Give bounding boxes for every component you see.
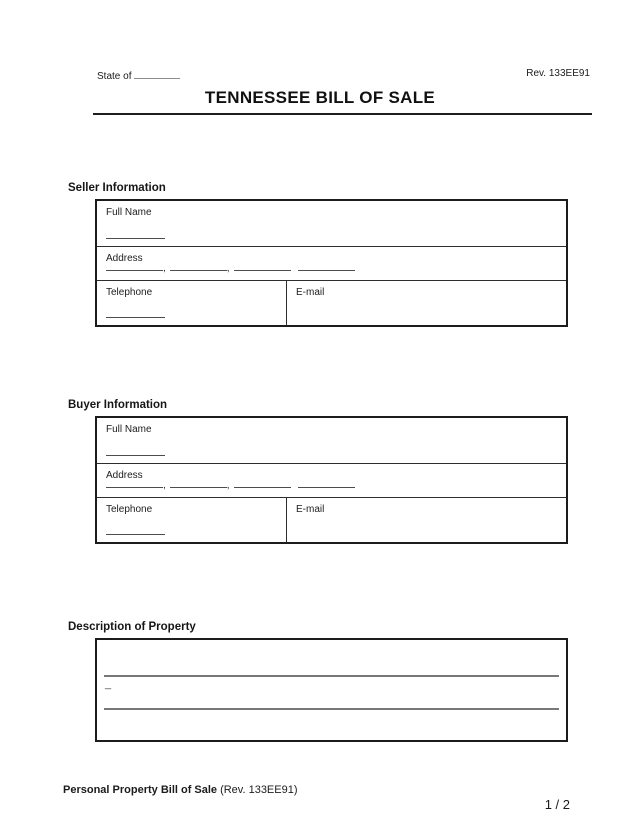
description-section-heading: Description of Property [68, 621, 196, 633]
seller-section-heading: Seller Information [68, 182, 166, 194]
title-rule [93, 113, 592, 115]
comma-separator: , [163, 263, 166, 274]
buyer-section-heading: Buyer Information [68, 399, 168, 411]
seller-address-blanks [106, 262, 355, 274]
revision-label: Rev. 133EE91 [526, 68, 590, 79]
seller-telephone-cell [97, 281, 287, 325]
seller-full-name-blank[interactable] [106, 238, 165, 239]
seller-address-state-blank[interactable] [234, 262, 291, 271]
footer-document-title [63, 784, 298, 796]
seller-address-row [97, 246, 566, 280]
buyer-address-zip-blank[interactable] [298, 479, 355, 488]
buyer-address-blanks [106, 479, 355, 491]
description-dash-mark: _ [105, 678, 112, 690]
buyer-full-name-label: Full Name [106, 424, 152, 435]
description-write-line-2[interactable] [104, 708, 559, 710]
comma-separator: , [163, 480, 166, 491]
buyer-address-street-blank[interactable] [106, 479, 163, 488]
buyer-email-label: E-mail [296, 504, 325, 515]
buyer-info-table [95, 416, 568, 544]
buyer-telephone-blank[interactable] [106, 534, 165, 535]
footer-doc-rev-text: (Rev. 133EE91) [220, 784, 298, 796]
buyer-address-label: Address [106, 470, 143, 481]
footer-doc-title-text: Personal Property Bill of Sale [63, 784, 218, 796]
seller-telephone-label: Telephone [106, 287, 153, 298]
buyer-address-city-blank[interactable] [170, 479, 227, 488]
description-of-property-box [95, 638, 568, 742]
seller-full-name-row [97, 201, 566, 246]
description-write-line-1[interactable] [104, 675, 559, 677]
seller-email-label: E-mail [296, 287, 325, 298]
state-of-label: State of [97, 71, 132, 82]
seller-address-label: Address [106, 253, 143, 264]
seller-email-cell [287, 281, 566, 325]
buyer-telephone-label: Telephone [106, 504, 153, 515]
buyer-full-name-row [97, 418, 566, 463]
state-name-blank[interactable] [134, 68, 180, 79]
document-title: TENNESSEE BILL OF SALE [204, 88, 436, 107]
buyer-email-cell [287, 498, 566, 542]
comma-separator: , [226, 263, 230, 274]
state-of-field [97, 68, 180, 82]
seller-full-name-label: Full Name [106, 207, 152, 218]
comma-separator: , [226, 480, 230, 491]
seller-info-table [95, 199, 568, 327]
seller-address-city-blank[interactable] [170, 262, 227, 271]
page-number-indicator: 1 / 2 [544, 797, 570, 812]
seller-telephone-blank[interactable] [106, 317, 165, 318]
seller-contact-row [97, 280, 566, 325]
buyer-telephone-cell [97, 498, 287, 542]
seller-address-street-blank[interactable] [106, 262, 163, 271]
buyer-full-name-blank[interactable] [106, 455, 165, 456]
buyer-address-state-blank[interactable] [234, 479, 291, 488]
seller-address-zip-blank[interactable] [298, 262, 355, 271]
buyer-address-row [97, 463, 566, 497]
buyer-contact-row [97, 497, 566, 542]
